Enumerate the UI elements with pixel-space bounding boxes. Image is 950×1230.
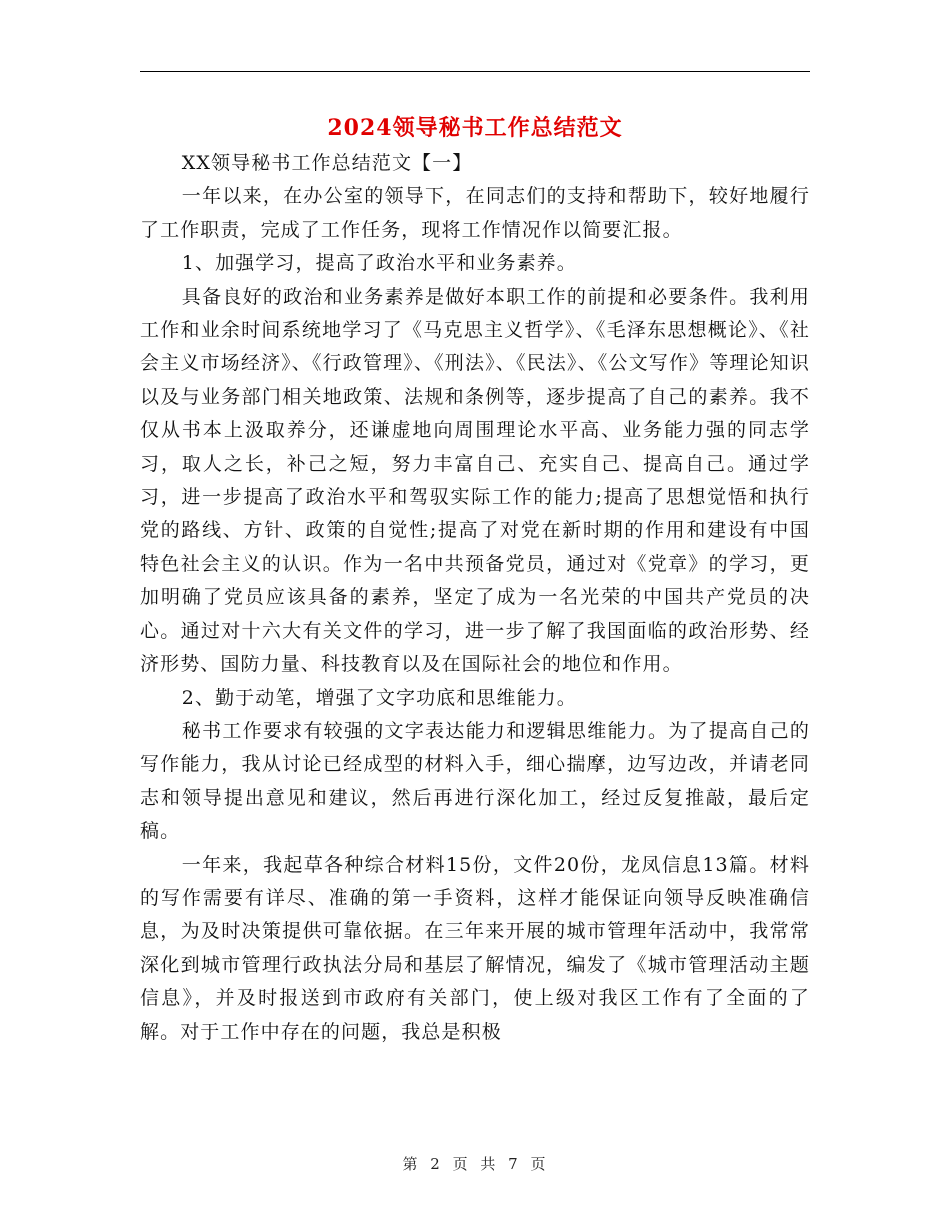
header-rule <box>140 71 810 72</box>
point-two-heading: 2、勤于动笔，增强了文字功底和思维能力。 <box>181 686 577 709</box>
writing-paragraph: 秘书工作要求有较强的文字表达能力和逻辑思维能力。为了提高自己的写作能力，我从讨论已经成型的材料入手，细心揣摩，边写边改，并请老同志和领导提出意见和建议，然后再进行深化加工，经过反复推敲，最后定稿。 <box>140 719 810 843</box>
document-title: 2024领导秘书工作总结范文 <box>327 115 623 141</box>
section-heading-one: XX领导秘书工作总结范文【一】 <box>181 152 473 174</box>
intro-paragraph: 一年以来，在办公室的领导下，在同志们的支持和帮助下，较好地履行了工作职责，完成了工作任务，现将工作情况作以简要汇报。 <box>140 185 810 241</box>
study-paragraph: 具备良好的政治和业务素养是做好本职工作的前提和必要条件。我利用工作和业余时间系统地学习了《马克思主义哲学》、《毛泽东思想概论》、《社会主义市场经济》、《行政管理》、《刑法》、《民法》、《公文写作》等理论知识以及与业务部门相关地政策、法规和条例等，逐步提高了自己的素养。我不仅从书本上汲取养分，还谦虚地向周围理论水平高、业务能力强的同志学习，取人之长，补己之短，努力丰富自己、充实自己、提高自己。通过学习，进一步提高了政治水平和驾驭实际工作的能力;提高了思想觉悟和执行党的路线、方针、政策的自觉性;提高了对党在新时期的作用和建设有中国特色社会主义的认识。作为一名中共预备党员，通过对《党章》的学习，更加明确了党员应该具备的素养，坚定了成为一名光荣的中国共产党员的决心。通过对十六大有关文件的学习，进一步了解了我国面临的政治形势、经济形势、国防力量、科技教育以及在国际社会的地位和作用。 <box>140 285 810 676</box>
document-body <box>140 147 810 1049</box>
point-one-heading: 1、加强学习，提高了政治水平和业务素养。 <box>181 252 577 275</box>
materials-paragraph: 一年来，我起草各种综合材料15份，文件20份，龙凤信息13篇。材料的写作需要有详尽、准确的第一手资料，这样才能保证向领导反映准确信息，为及时决策提供可靠依据。在三年来开展的城市管理年活动中，我常常深化到城市管理行政执法分局和基层了解情况，编发了《城市管理活动主题信息》，并及时报送到市政府有关部门，使上级对我区工作有了全面的了解。对于工作中存在的问题，我总是积极 <box>140 853 810 1043</box>
page-number: 第 2 页 共 7 页 <box>402 1155 548 1173</box>
